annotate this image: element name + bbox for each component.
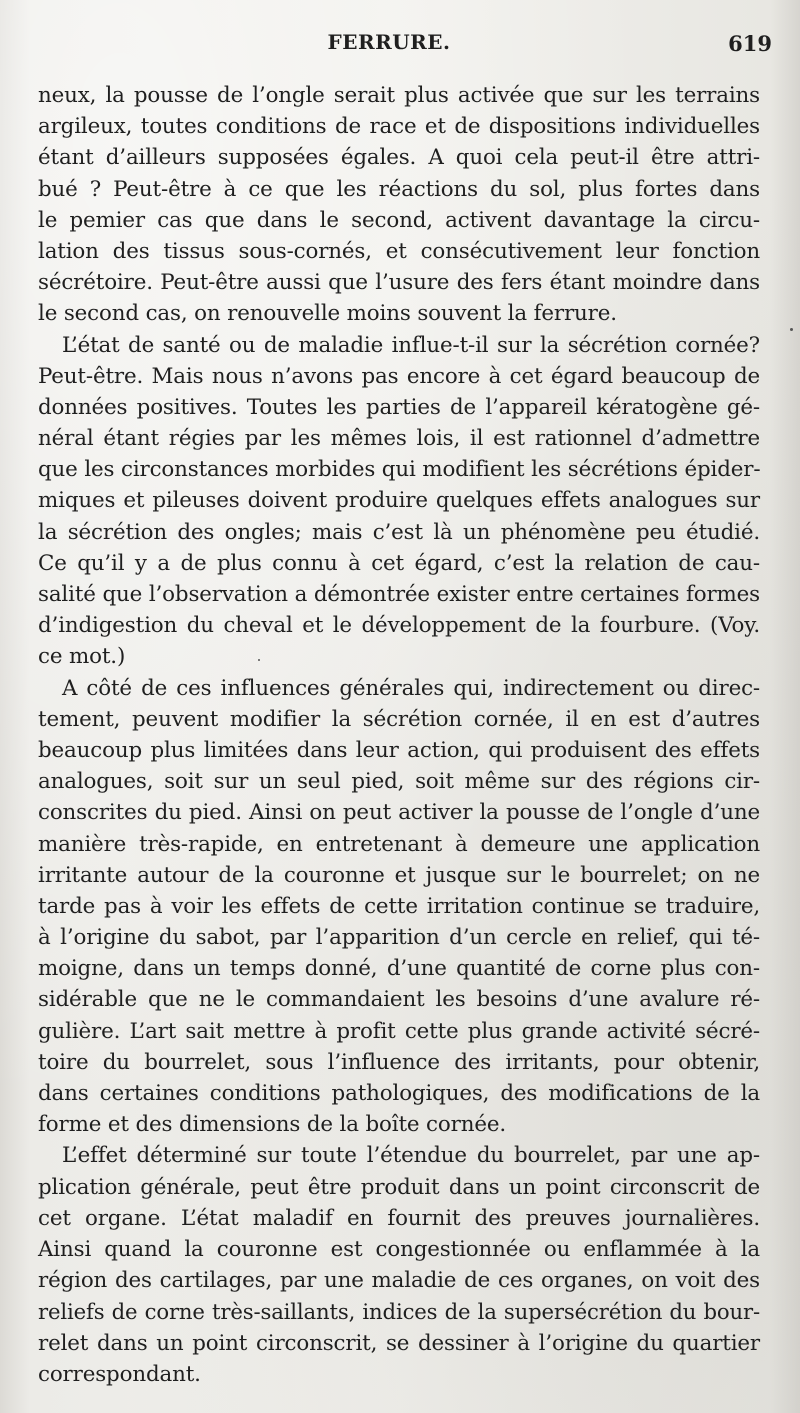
text-line: que les circonstances morbides qui modifient les sécrétions épider- (38, 457, 761, 483)
text-line: étant d’ailleurs supposées égales. A quoi cela peut-il être attri- (38, 145, 760, 171)
text-line: le pemier cas que dans le second, activent davantage la circu- (38, 207, 760, 233)
text-line: Peut-être. Mais nous n’avons pas encore à cet égard beaucoup de (38, 363, 760, 389)
text-line: relet dans un point circonscrit, se dessiner à l’origine du quartier (38, 1330, 760, 1356)
text-line: correspondant. (38, 1361, 201, 1387)
text-line: irritante autour de la couronne et jusque sur le bourrelet; on ne (38, 862, 760, 888)
text-line: moigne, dans un temps donné, d’une quantité de corne plus con- (38, 956, 760, 982)
text-line: reliefs de corne très-saillants, indices de la supersécrétion du bour- (38, 1299, 760, 1325)
text-line: analogues, soit sur un seul pied, soit même sur des régions cir- (38, 769, 760, 795)
running-title: FERRURE. (327, 30, 451, 54)
print-speck (258, 659, 260, 661)
text-line: manière très-rapide, en entretenant à demeure une application (38, 831, 760, 857)
text-line: beaucoup plus limitées dans leur action, qui produisent des effets (38, 737, 760, 763)
text-line: données positives. Toutes les parties de l’appareil kératogène gé- (38, 394, 760, 420)
text-line: région des cartilages, par une maladie de ces organes, on voit des (38, 1268, 760, 1294)
text-line: conscrites du pied. Ainsi on peut activer la pousse de l’ongle d’une (38, 800, 760, 826)
text-line: sidérable que ne le commandaient les besoins d’une avalure ré- (38, 987, 760, 1013)
page-header (0, 30, 800, 64)
text-line: L’effet déterminé sur toute l’étendue du bourrelet, par une ap- (62, 1143, 760, 1169)
text-line: A côté de ces influences générales qui, indirectement ou direc- (62, 675, 760, 701)
text-line: bué ? Peut-être à ce que les réactions du sol, plus fortes dans (38, 176, 760, 202)
text-line: cet organe. L’état maladif en fournit des preuves journalières. (38, 1205, 760, 1231)
text-line: d’indigestion du cheval et le développement de la fourbure. (Voy. (38, 613, 760, 639)
text-line: Ainsi quand la couronne est congestionnée ou enflammée à la (38, 1236, 760, 1262)
text-line: plication générale, peut être produit dans un point circonscrit de (38, 1174, 760, 1200)
text-line: forme et des dimensions de la boîte cornée. (38, 1112, 506, 1138)
text-line: néral étant régies par les mêmes lois, il est rationnel d’admettre (38, 426, 760, 452)
text-line: tarde pas à voir les effets de cette irritation continue se traduire, (38, 893, 760, 919)
text-line: à l’origine du sabot, par l’apparition d’un cercle en relief, qui té- (38, 925, 760, 951)
text-line: Ce qu’il y a de plus connu à cet égard, c’est la relation de cau- (38, 550, 760, 576)
print-speck (790, 328, 793, 331)
text-line: argileux, toutes conditions de race et de dispositions individuelles (38, 114, 760, 140)
text-line: dans certaines conditions pathologiques, des modifications de la (38, 1081, 760, 1106)
text-line: toire du bourrelet, sous l’influence des irritants, pour obtenir, (38, 1049, 760, 1075)
text-line: sécrétoire. Peut-être aussi que l’usure des fers étant moindre dans (38, 270, 760, 296)
body-text (38, 80, 760, 1390)
text-line: tement, peuvent modifier la sécrétion cornée, il en est d’autres (38, 706, 760, 732)
text-line: lation des tissus sous-cornés, et consécutivement leur fonction (38, 238, 760, 264)
text-line: L’état de santé ou de maladie influe-t-il sur la sécrétion cornée? (62, 332, 760, 358)
text-line: neux, la pousse de l’ongle serait plus activée que sur les terrains (38, 83, 760, 108)
text-line: la sécrétion des ongles; mais c’est là un phénomène peu étudié. (38, 519, 760, 545)
text-line: le second cas, on renouvelle moins souvent la ferrure. (38, 301, 617, 327)
text-line: salité que l’observation a démontrée exister entre certaines formes (38, 582, 760, 607)
page-number: 619 (728, 31, 772, 56)
text-line: ce mot.) (38, 644, 126, 670)
text-line: gulière. L’art sait mettre à profit cette plus grande activité sécré- (38, 1018, 760, 1044)
text-line: miques et pileuses doivent produire quelques effets analogues sur (38, 488, 760, 514)
